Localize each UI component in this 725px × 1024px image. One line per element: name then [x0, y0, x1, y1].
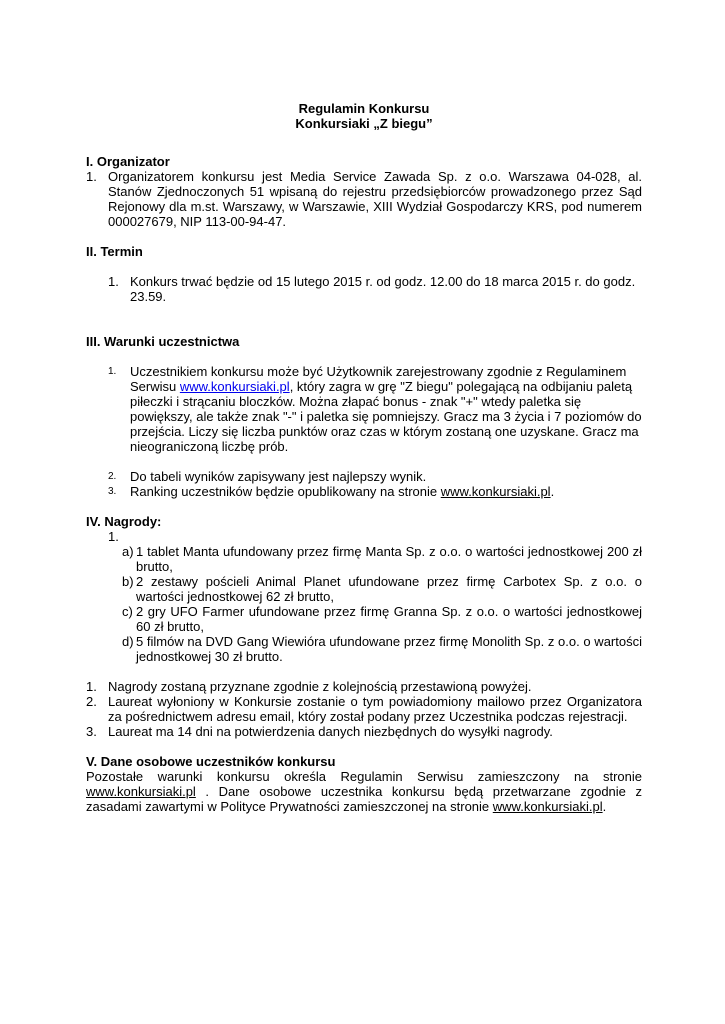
- prize-letter: b): [122, 574, 134, 589]
- section-dane-osobowe: [86, 754, 642, 814]
- list-number: 2.: [108, 471, 117, 482]
- prize-text: 2 gry UFO Farmer ufundowane przez firmę Granna Sp. z o.o. o wartości jednostkowej 60 zł brutto,: [136, 604, 642, 634]
- section-heading: V. Dane osobowe uczestników konkursu: [86, 754, 336, 769]
- prize-item: [122, 604, 642, 634]
- section-heading: II. Termin: [86, 244, 143, 259]
- list-number: 1.: [108, 366, 117, 377]
- list-text: Laureat wyłoniony w Konkursie zostanie o tym powiadomiony mailowo przez Organizatora za pośrednictwem adresu email, który został podany przez Uczestnika podczas rejestracji.: [108, 694, 642, 724]
- list-item: [108, 274, 642, 304]
- prize-text: 5 filmów na DVD Gang Wiewióra ufundowane przez firmę Monolith Sp. z o.o. o wartości jednostkowej 30 zł brutto.: [136, 634, 642, 664]
- section-heading: III. Warunki uczestnictwa: [86, 334, 240, 349]
- konkursiaki-link[interactable]: www.konkursiaki.pl: [440, 484, 551, 499]
- title-line-2: Konkursiaki „Z biegu”: [295, 116, 433, 131]
- prize-list: [122, 544, 642, 664]
- list-item: [108, 469, 642, 484]
- list-item: [86, 679, 642, 694]
- text-segment: Uczestnikiem konkursu może być Użytkownik zarejestrowany zgodnie z Regulaminem Serwisu: [130, 364, 627, 394]
- list-number: 1.: [86, 679, 97, 694]
- text-segment: Ranking uczestników będzie opublikowany na stronie: [130, 484, 441, 499]
- section-paragraph: [86, 769, 642, 814]
- list-item: [108, 484, 642, 499]
- list-item: [86, 169, 642, 229]
- section-heading: IV. Nagrody:: [86, 514, 162, 529]
- list-text: Konkurs trwać będzie od 15 lutego 2015 r. od godz. 12.00 do 18 marca 2015 r. do godz. 23.59.: [130, 274, 636, 304]
- prize-item: [122, 574, 642, 604]
- section-heading: I. Organizator: [86, 154, 170, 169]
- text-segment: , który zagra w grę "Z biegu" polegającą na odbijaniu paletą piłeczki i strącaniu bloczków. Można złapać bonus - znak "+" wtedy paletka się powiększy, ale także znak "-" i paletka się pomniejszy. Gracz ma 3 życia i 7 poziomów do przejścia. Liczy się liczba punktów oraz czas w którym zostaną one uzyskane. Gracz ma nieograniczoną liczbę prób.: [130, 379, 642, 454]
- section-termin: [86, 244, 642, 304]
- text-segment: .: [550, 484, 555, 499]
- prize-item: [122, 544, 642, 574]
- prize-text: 1 tablet Manta ufundowany przez firmę Manta Sp. z o.o. o wartości jednostkowej 200 zł brutto,: [136, 544, 642, 574]
- prize-letter: c): [122, 604, 133, 619]
- list-text: Do tabeli wyników zapisywany jest najlepszy wynik.: [130, 469, 427, 484]
- prize-item: [122, 634, 642, 664]
- prize-text: 2 zestawy pościeli Animal Planet ufundowane przez firmę Carbotex Sp. z o.o. o wartości jednostkowej 62 zł brutto,: [136, 574, 642, 604]
- prize-letter: d): [122, 634, 134, 649]
- list-text: [130, 484, 642, 499]
- document-page: [86, 101, 642, 814]
- list-number: 1.: [108, 529, 119, 544]
- list-item: [108, 364, 642, 454]
- list-text: [130, 364, 642, 454]
- text-segment: .: [602, 799, 607, 814]
- section-organizator: [86, 154, 642, 229]
- section-warunki: [86, 334, 642, 499]
- konkursiaki-link[interactable]: www.konkursiaki.pl: [179, 379, 290, 394]
- prize-letter: a): [122, 544, 134, 559]
- list-item: [86, 694, 642, 724]
- konkursiaki-link[interactable]: www.konkursiaki.pl: [86, 784, 196, 799]
- konkursiaki-link[interactable]: www.konkursiaki.pl: [492, 799, 603, 814]
- title-line-1: Regulamin Konkursu: [298, 101, 430, 116]
- text-segment: . Dane osobowe uczestnika konkursu będą przetwarzane zgodnie z zasadami zawartymi w Polityce Prywatności zamieszczonej na stronie: [86, 784, 642, 814]
- list-number: 3.: [108, 486, 117, 497]
- document-title: [86, 101, 642, 131]
- list-number: 3.: [86, 724, 97, 739]
- section-nagrody: [86, 514, 642, 739]
- list-number: 2.: [86, 694, 97, 709]
- list-text: Nagrody zostaną przyznane zgodnie z kolejnością przestawioną powyżej.: [108, 679, 532, 694]
- list-item: [86, 724, 642, 739]
- list-number: 1.: [108, 274, 119, 289]
- list-text: Organizatorem konkursu jest Media Service Zawada Sp. z o.o. Warszawa 04-028, al. Stanów Zjednoczonych 51 wpisaną do rejestru przedsiębiorców prowadzonego przez Sąd Rejonowy dla m.st. Warszawy, w Warszawie, XIII Wydział Gospodarczy KRS, pod numerem 000027679, NIP 113-00-94-47.: [108, 169, 642, 229]
- list-text: Laureat ma 14 dni na potwierdzenia danych niezbędnych do wysyłki nagrody.: [108, 724, 553, 739]
- text-segment: Pozostałe warunki konkursu określa Regulamin Serwisu zamieszczony na stronie: [86, 769, 642, 784]
- list-number: 1.: [86, 169, 97, 184]
